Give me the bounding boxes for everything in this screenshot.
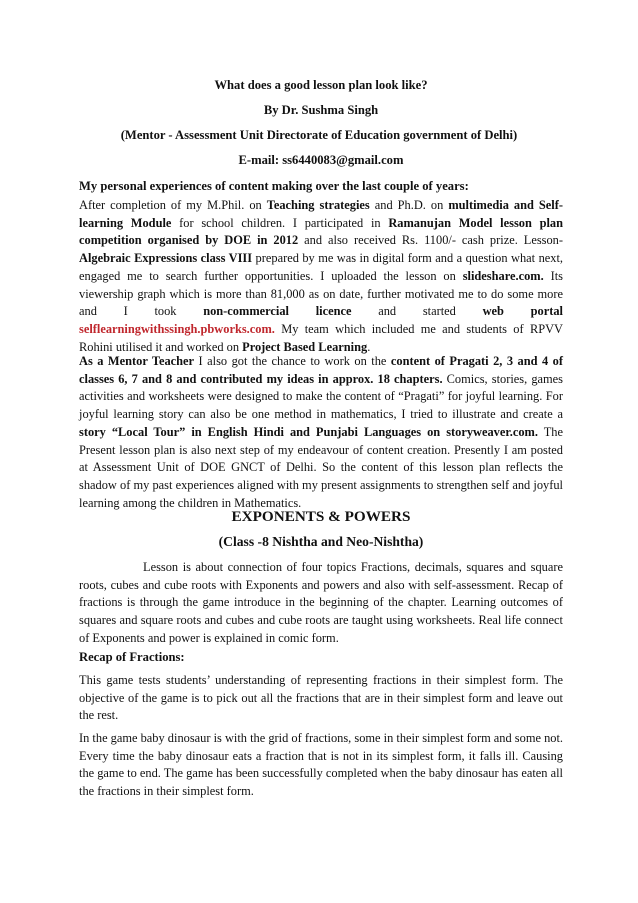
author-line: By Dr. Sushma Singh <box>263 103 379 117</box>
text-run: Its viewership graph which is more than 81,000 as on date, further motivated me to do some more and I took <box>79 268 563 319</box>
text-run: story “Local Tour” in English Hindi and Punjabi Languages on storyweaver.com. <box>79 424 538 439</box>
text-run: After completion of my M.Phil. on <box>79 198 267 212</box>
recap-paragraph-2: In the game baby dinosaur is with the grid of fractions, some in their simplest form and some not. Every time the baby dinosaur eats a fraction that is not in its simplest form, it falls ill. Causing the game to end. The game has been successfully completed when the baby dinosaur has eaten all the fractions in their simplest form. <box>79 731 563 799</box>
text-run: slideshare.com. <box>462 268 544 283</box>
text-run: prepared by me was in digital form and a question what next, engaged me to search further opportunities. I uploaded the lesson on <box>79 251 564 283</box>
text-run: Project Based Learning <box>242 339 368 354</box>
text-run: content of Pragati 2, 3 and 4 of classes 6, 7 and 8 and contributed my ideas in approx. 18 chapters. <box>79 354 563 386</box>
lesson-paragraph: Lesson is about connection of four topics Fractions, decimals, squares and square roots, cubes and cube roots with Exponents and powers and also with self-assessment. Recap of fractions is through the game introduce in the beginning of the chapter. Learning outcomes of squares and square roots and cubes and cube roots are taught using worksheets. Real life connect of Exponents and power is explained in comic form. <box>79 560 563 645</box>
affiliation-line: (Mentor - Assessment Unit Directorate of Education government of Delhi) <box>120 128 518 142</box>
portal-link[interactable]: selflearningwithssingh.pbworks.com. <box>79 321 275 336</box>
text-run: Ramanujan Model lesson plan competition organised by DOE in 2012 <box>79 215 564 248</box>
text-run: non-commercial licence <box>203 304 352 319</box>
text-run: Teaching strategies <box>266 198 370 212</box>
text-run: and also received Rs. 1100/- cash prize. Lesson- <box>298 233 563 248</box>
recap-heading: Recap of Fractions: <box>79 650 185 664</box>
text-run: . <box>367 339 371 354</box>
intro-paragraph-2 <box>79 353 563 512</box>
text-run: My team which included me and students of RPVV Rohini utilised it and worked on <box>79 321 563 354</box>
section-title: EXPONENTS & POWERS <box>231 508 411 525</box>
text-run: The Present lesson plan is also next step of my endeavour of content creation. Presently I am posted at Assessment Unit of DOE GNCT of Delhi. So the content of this lesson plan reflects the shadow of my past experiences aligned with my present assignments to strengthen self and joyful learning among the children in Mathematics. <box>79 424 563 510</box>
text-run: As a Mentor Teacher <box>79 354 195 368</box>
text-run: for school children. I participated in <box>171 215 389 230</box>
text-run: multimedia and Self-learning Module <box>79 198 563 230</box>
text-run: Comics, stories, games activities and worksheets were designed to make the content of “Pragati” for joyful learning. For joyful learning story can also be one method in mathematics, I tried to illustrate and create a <box>79 371 563 422</box>
text-run: Algebraic Expressions class VIII <box>79 251 253 266</box>
text-run: and Ph.D. on <box>369 198 449 212</box>
text-run: web portal <box>482 304 563 319</box>
recap-paragraph-1: This game tests students’ understanding of representing fractions in their simplest form. The objective of the game is to pick out all the fractions that are in their simplest form and leave out the rest. <box>79 673 563 723</box>
intro-heading: My personal experiences of content making over the last couple of years: <box>79 179 469 193</box>
intro-paragraph-1 <box>79 197 563 356</box>
text-run: I also got the chance to work on the <box>194 354 391 368</box>
text-run: and started <box>351 304 483 319</box>
email-line: E-mail: ss6440083@gmail.com <box>238 153 404 167</box>
document-title: What does a good lesson plan look like? <box>214 78 428 92</box>
section-subtitle: (Class -8 Nishtha and Neo-Nishtha) <box>218 534 424 549</box>
